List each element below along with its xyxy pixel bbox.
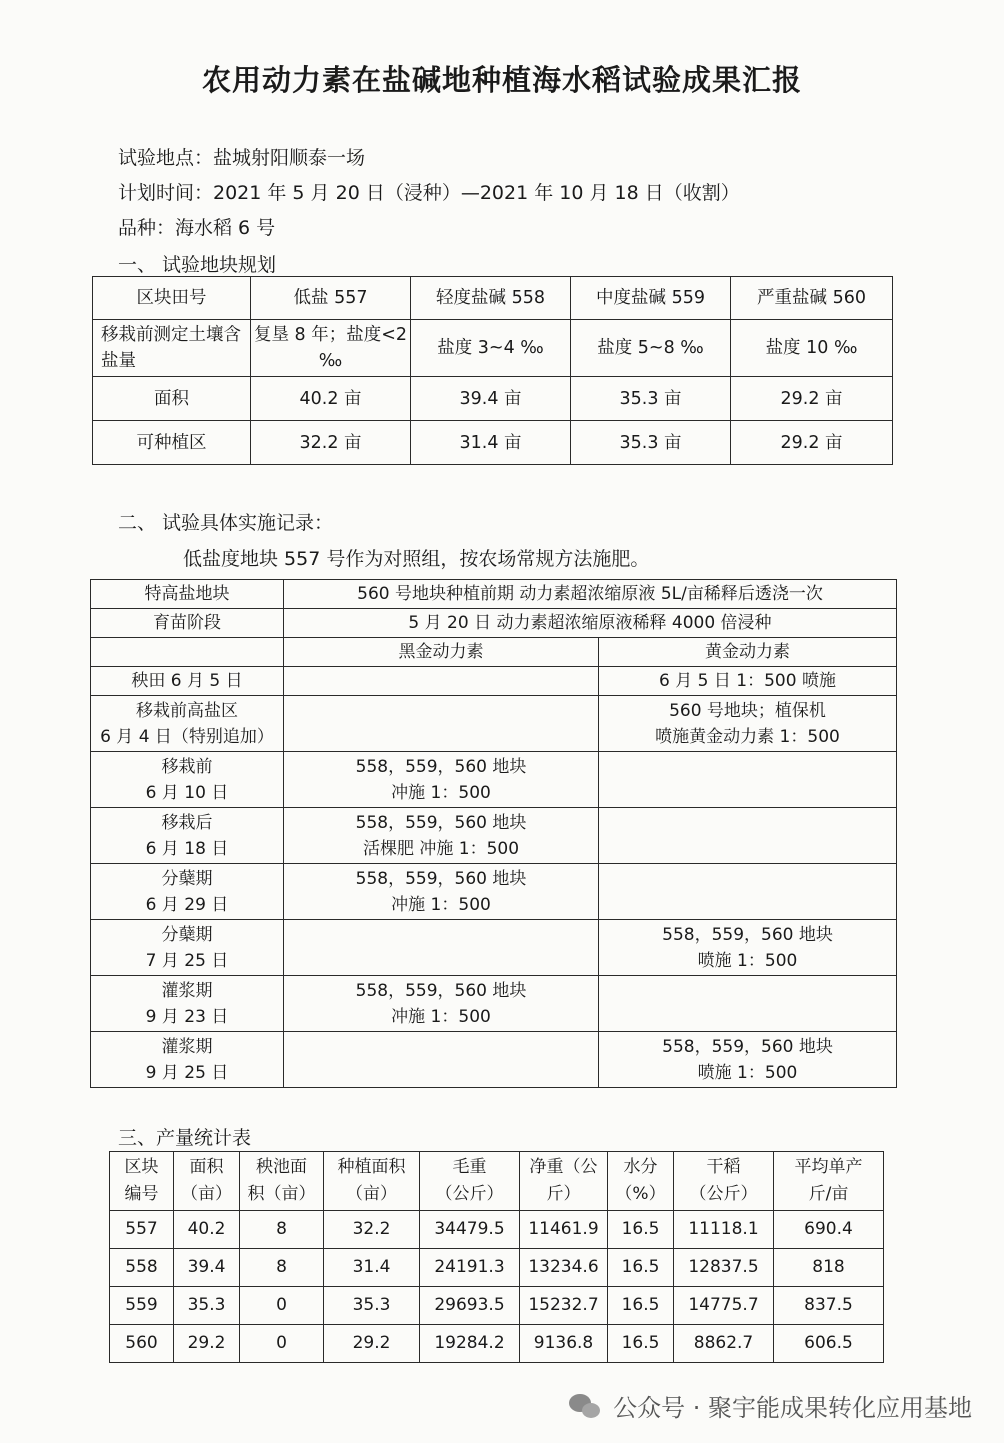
table-row bbox=[91, 864, 897, 920]
table-cell: 5 月 20 日 动力素超浓缩原液稀释 4000 倍浸种 bbox=[284, 609, 897, 638]
table-cell bbox=[284, 1032, 599, 1088]
row-label-cell: 秧田 6 月 5 日 bbox=[91, 667, 284, 696]
table-row bbox=[110, 1211, 884, 1249]
table-row bbox=[110, 1249, 884, 1287]
table-cell: 19284.2 bbox=[420, 1325, 520, 1363]
table-header-row bbox=[91, 638, 897, 667]
table-cell: 40.2 bbox=[174, 1211, 240, 1249]
table-row bbox=[93, 320, 893, 377]
implementation-record-table bbox=[90, 579, 897, 1088]
table-row bbox=[110, 1287, 884, 1325]
table-cell: 盐度 10 ‰ bbox=[731, 320, 893, 377]
table-cell: 0 bbox=[240, 1325, 324, 1363]
table-cell: 558，559，560 地块 冲施 1：500 bbox=[284, 976, 599, 1032]
table-cell bbox=[284, 920, 599, 976]
table-cell: 16.5 bbox=[608, 1325, 674, 1363]
table-cell: 606.5 bbox=[774, 1325, 884, 1363]
table-cell: 29.2 亩 bbox=[731, 377, 893, 421]
table-cell: 14775.7 bbox=[674, 1287, 774, 1325]
column-header bbox=[91, 638, 284, 667]
column-header: 干稻 （公斤） bbox=[674, 1152, 774, 1211]
row-label-cell: 育苗阶段 bbox=[91, 609, 284, 638]
column-header: 黑金动力素 bbox=[284, 638, 599, 667]
table-cell: 11461.9 bbox=[520, 1211, 608, 1249]
info-variety: 品种：海水稻 6 号 bbox=[118, 217, 276, 239]
page-title: 农用动力素在盐碱地种植海水稻试验成果汇报 bbox=[201, 63, 802, 97]
table-cell: 11118.1 bbox=[674, 1211, 774, 1249]
row-label-cell: 移栽前高盐区 6 月 4 日（特别追加） bbox=[91, 696, 284, 752]
table-cell: 558，559，560 地块 活棵肥 冲施 1：500 bbox=[284, 808, 599, 864]
table-cell: 8 bbox=[240, 1249, 324, 1287]
section2-heading: 二、 试验具体实施记录： bbox=[118, 512, 334, 534]
row-label-cell: 可种植区 bbox=[93, 421, 251, 465]
table-cell: 34479.5 bbox=[420, 1211, 520, 1249]
table-cell: 盐度 3~4 ‰ bbox=[411, 320, 571, 377]
table-cell: 32.2 亩 bbox=[251, 421, 411, 465]
table-row bbox=[91, 667, 897, 696]
table-cell: 558 bbox=[110, 1249, 174, 1287]
table-cell: 690.4 bbox=[774, 1211, 884, 1249]
column-header: 秧池面 积（亩） bbox=[240, 1152, 324, 1211]
row-label-cell: 分蘖期 7 月 25 日 bbox=[91, 920, 284, 976]
table-cell: 39.4 bbox=[174, 1249, 240, 1287]
table-cell: 559 bbox=[110, 1287, 174, 1325]
section1-heading: 一、 试验地块规划 bbox=[118, 254, 277, 276]
table-cell: 40.2 亩 bbox=[251, 377, 411, 421]
table-cell bbox=[599, 976, 897, 1032]
row-label-cell: 灌浆期 9 月 25 日 bbox=[91, 1032, 284, 1088]
table-cell bbox=[599, 752, 897, 808]
table-cell: 35.3 亩 bbox=[571, 377, 731, 421]
table-cell: 31.4 bbox=[324, 1249, 420, 1287]
table-row bbox=[91, 808, 897, 864]
row-label-cell: 区块田号 bbox=[93, 277, 251, 320]
table-cell: 29.2 bbox=[174, 1325, 240, 1363]
footer-watermark bbox=[569, 1388, 972, 1423]
column-header: 毛重 （公斤） bbox=[420, 1152, 520, 1211]
table-cell: 轻度盐碱 558 bbox=[411, 277, 571, 320]
table-cell: 29.2 bbox=[324, 1325, 420, 1363]
table-cell: 29693.5 bbox=[420, 1287, 520, 1325]
table-row bbox=[93, 277, 893, 320]
table-row bbox=[91, 580, 897, 609]
row-label-cell: 面积 bbox=[93, 377, 251, 421]
table-cell: 24191.3 bbox=[420, 1249, 520, 1287]
table-cell: 818 bbox=[774, 1249, 884, 1287]
row-label-cell: 灌浆期 9 月 23 日 bbox=[91, 976, 284, 1032]
table-cell: 低盐 557 bbox=[251, 277, 411, 320]
table-cell: 39.4 亩 bbox=[411, 377, 571, 421]
table-cell: 严重盐碱 560 bbox=[731, 277, 893, 320]
table-cell: 16.5 bbox=[608, 1211, 674, 1249]
table-cell: 35.3 bbox=[324, 1287, 420, 1325]
column-header: 面积 （亩） bbox=[174, 1152, 240, 1211]
table-row bbox=[91, 752, 897, 808]
table-cell: 31.4 亩 bbox=[411, 421, 571, 465]
table-row bbox=[110, 1325, 884, 1363]
table-cell bbox=[284, 696, 599, 752]
table-cell: 558，559，560 地块 喷施 1：500 bbox=[599, 920, 897, 976]
row-label-cell: 特高盐地块 bbox=[91, 580, 284, 609]
column-header: 区块 编号 bbox=[110, 1152, 174, 1211]
table-cell: 560 bbox=[110, 1325, 174, 1363]
table-row bbox=[91, 1032, 897, 1088]
table-cell bbox=[284, 667, 599, 696]
wechat-icon bbox=[569, 1392, 603, 1420]
table-cell: 6 月 5 日 1：500 喷施 bbox=[599, 667, 897, 696]
row-label-cell: 分蘖期 6 月 29 日 bbox=[91, 864, 284, 920]
table-cell: 0 bbox=[240, 1287, 324, 1325]
column-header: 平均单产 斤/亩 bbox=[774, 1152, 884, 1211]
table-cell: 35.3 亩 bbox=[571, 421, 731, 465]
table-cell: 中度盐碱 559 bbox=[571, 277, 731, 320]
table-cell: 盐度 5~8 ‰ bbox=[571, 320, 731, 377]
table-cell: 12837.5 bbox=[674, 1249, 774, 1287]
table-cell: 837.5 bbox=[774, 1287, 884, 1325]
table-cell bbox=[599, 808, 897, 864]
table-cell: 560 号地块种植前期 动力素超浓缩原液 5L/亩稀释后透浇一次 bbox=[284, 580, 897, 609]
table-cell: 复垦 8 年；盐度<2 ‰ bbox=[251, 320, 411, 377]
table-cell: 9136.8 bbox=[520, 1325, 608, 1363]
column-header: 净重（公 斤） bbox=[520, 1152, 608, 1211]
table-cell: 558，559，560 地块 喷施 1：500 bbox=[599, 1032, 897, 1088]
row-label-cell: 移栽前测定土壤含盐量 bbox=[93, 320, 251, 377]
table-cell: 16.5 bbox=[608, 1249, 674, 1287]
table-cell: 32.2 bbox=[324, 1211, 420, 1249]
table-row bbox=[91, 696, 897, 752]
table-cell: 557 bbox=[110, 1211, 174, 1249]
column-header: 种植面积 （亩） bbox=[324, 1152, 420, 1211]
column-header: 水分 （%） bbox=[608, 1152, 674, 1211]
table-header-row bbox=[110, 1152, 884, 1211]
table-row bbox=[93, 421, 893, 465]
section3-heading: 三、产量统计表 bbox=[118, 1127, 252, 1149]
row-label-cell: 移栽后 6 月 18 日 bbox=[91, 808, 284, 864]
table-row bbox=[91, 976, 897, 1032]
info-time: 计划时间：2021 年 5 月 20 日（浸种）—2021 年 10 月 18 日（收割） bbox=[118, 182, 740, 204]
table-cell: 560 号地块；植保机 喷施黄金动力素 1：500 bbox=[599, 696, 897, 752]
yield-table bbox=[109, 1151, 884, 1363]
table-cell: 13234.6 bbox=[520, 1249, 608, 1287]
table-row bbox=[93, 377, 893, 421]
table-cell: 15232.7 bbox=[520, 1287, 608, 1325]
info-location: 试验地点：盐城射阳顺泰一场 bbox=[118, 147, 366, 169]
footer-text: 公众号 · 聚宇能成果转化应用基地 bbox=[613, 1394, 972, 1422]
table-cell: 558，559，560 地块 冲施 1：500 bbox=[284, 864, 599, 920]
section2-note: 低盐度地块 557 号作为对照组，按农场常规方法施肥。 bbox=[183, 548, 650, 570]
column-header: 黄金动力素 bbox=[599, 638, 897, 667]
table-cell: 8862.7 bbox=[674, 1325, 774, 1363]
table-cell: 558，559，560 地块 冲施 1：500 bbox=[284, 752, 599, 808]
table-row bbox=[91, 920, 897, 976]
table-cell: 29.2 亩 bbox=[731, 421, 893, 465]
table-cell bbox=[599, 864, 897, 920]
plot-plan-table bbox=[92, 276, 893, 465]
table-cell: 35.3 bbox=[174, 1287, 240, 1325]
row-label-cell: 移栽前 6 月 10 日 bbox=[91, 752, 284, 808]
table-cell: 8 bbox=[240, 1211, 324, 1249]
table-cell: 16.5 bbox=[608, 1287, 674, 1325]
table-row bbox=[91, 609, 897, 638]
